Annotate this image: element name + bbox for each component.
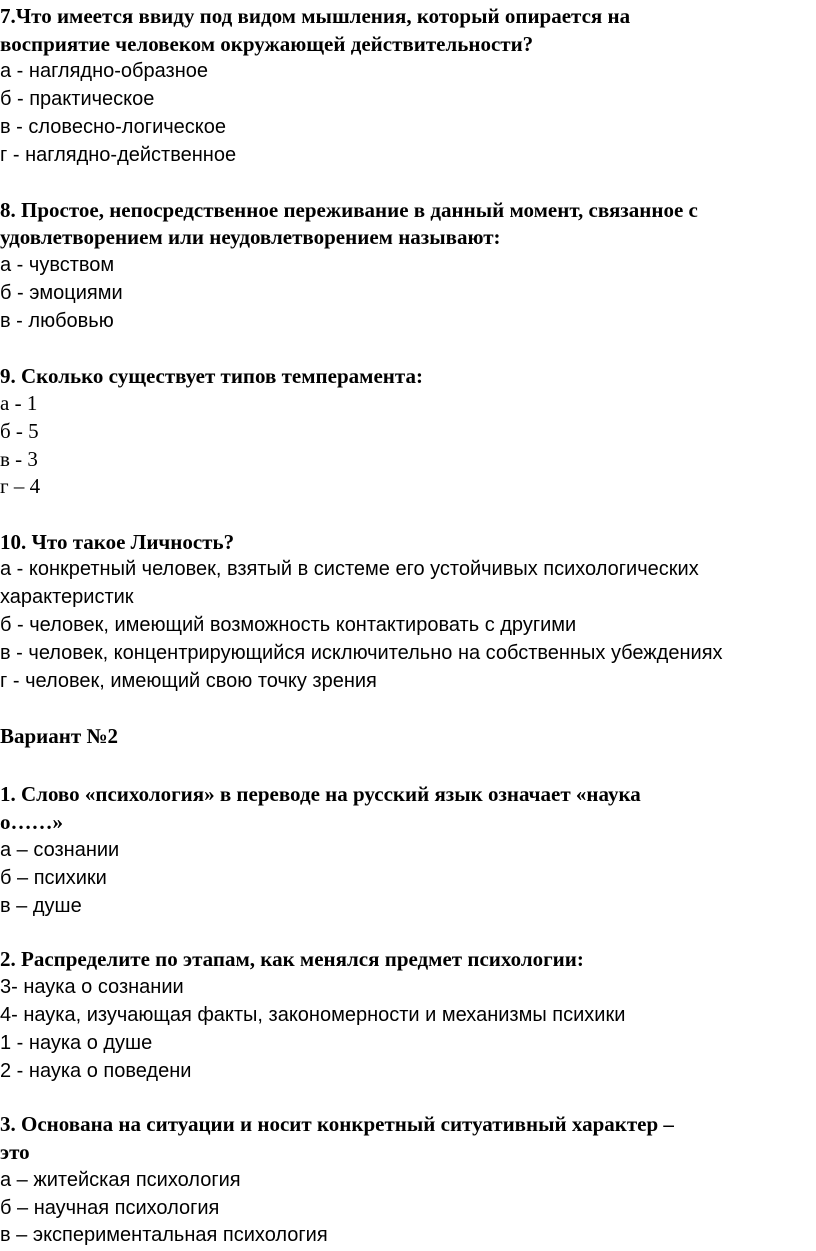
question-8-answer-c: в - любовью — [0, 310, 114, 332]
question-10-answer-b: б - человек, имеющий возможность контактировать с другими — [0, 614, 577, 636]
question-9-answer-b: б - 5 — [0, 419, 39, 443]
question-10-answer-c: в - человек, концентрирующийся исключительно на собственных убеждениях — [0, 642, 723, 664]
question-7-answer-a: а - наглядно-образное — [0, 60, 208, 82]
v2-question-3-answer-a: а – житейская психология — [0, 1169, 241, 1191]
question-10-answer-a-line-2: характеристик — [0, 586, 134, 608]
question-7-answer-d: г - наглядно-действенное — [0, 144, 237, 166]
v2-question-3-title-line-1: 3. Основана на ситуации и носит конкретный ситуативный характер – — [0, 1112, 674, 1136]
question-8-title-line-1: 8. Простое, непосредственное переживание в данный момент, связанное с — [0, 198, 698, 222]
variant-heading: Вариант №2 — [0, 724, 119, 748]
v2-question-3-title-line-2: это — [0, 1140, 30, 1164]
v2-question-1-title-line-1: 1. Слово «психология» в переводе на русский язык означает «наука — [0, 782, 641, 806]
question-9-answer-a: а - 1 — [0, 391, 38, 415]
v2-question-2-item-4: 2 - наука о поведени — [0, 1060, 192, 1082]
question-9-title: 9. Сколько существует типов темперамента: — [0, 364, 423, 388]
question-7-answer-b: б - практическое — [0, 88, 155, 110]
question-9-answer-c: в - 3 — [0, 447, 38, 471]
v2-question-1-answer-b: б – психики — [0, 867, 107, 889]
question-7-title-line-1: 7.Что имеется ввиду под видом мышления, который опирается на — [0, 4, 631, 28]
v2-question-2-title: 2. Распределите по этапам, как менялся предмет психологии: — [0, 947, 584, 971]
v2-question-1-answer-a: а – сознании — [0, 839, 120, 861]
question-10-answer-a-line-1: а - конкретный человек, взятый в системе его устойчивых психологических — [0, 558, 699, 580]
v2-question-1-title-line-2: о……» — [0, 810, 63, 834]
v2-question-2-item-3: 1 - наука о душе — [0, 1032, 153, 1054]
v2-question-3-answer-c: в – экспериментальная психология — [0, 1224, 328, 1246]
question-10-answer-d: г - человек, имеющий свою точку зрения — [0, 670, 377, 692]
question-7-answer-c: в - словесно-логическое — [0, 116, 227, 138]
v2-question-2-item-2: 4- наука, изучающая факты, закономерности и механизмы психики — [0, 1004, 626, 1026]
question-8-title-line-2: удовлетворением или неудовлетворением называют: — [0, 225, 501, 249]
question-9-answer-d: г – 4 — [0, 474, 41, 498]
question-8-answer-a: а - чувством — [0, 254, 115, 276]
v2-question-3-answer-b: б – научная психология — [0, 1197, 220, 1219]
question-8-answer-b: б - эмоциями — [0, 282, 123, 304]
v2-question-1-answer-c: в – душе — [0, 895, 82, 917]
question-7-title-line-2: восприятие человеком окружающей действительности? — [0, 32, 534, 56]
v2-question-2-item-1: 3- наука о сознании — [0, 976, 184, 998]
question-10-title: 10. Что такое Личность? — [0, 530, 235, 554]
